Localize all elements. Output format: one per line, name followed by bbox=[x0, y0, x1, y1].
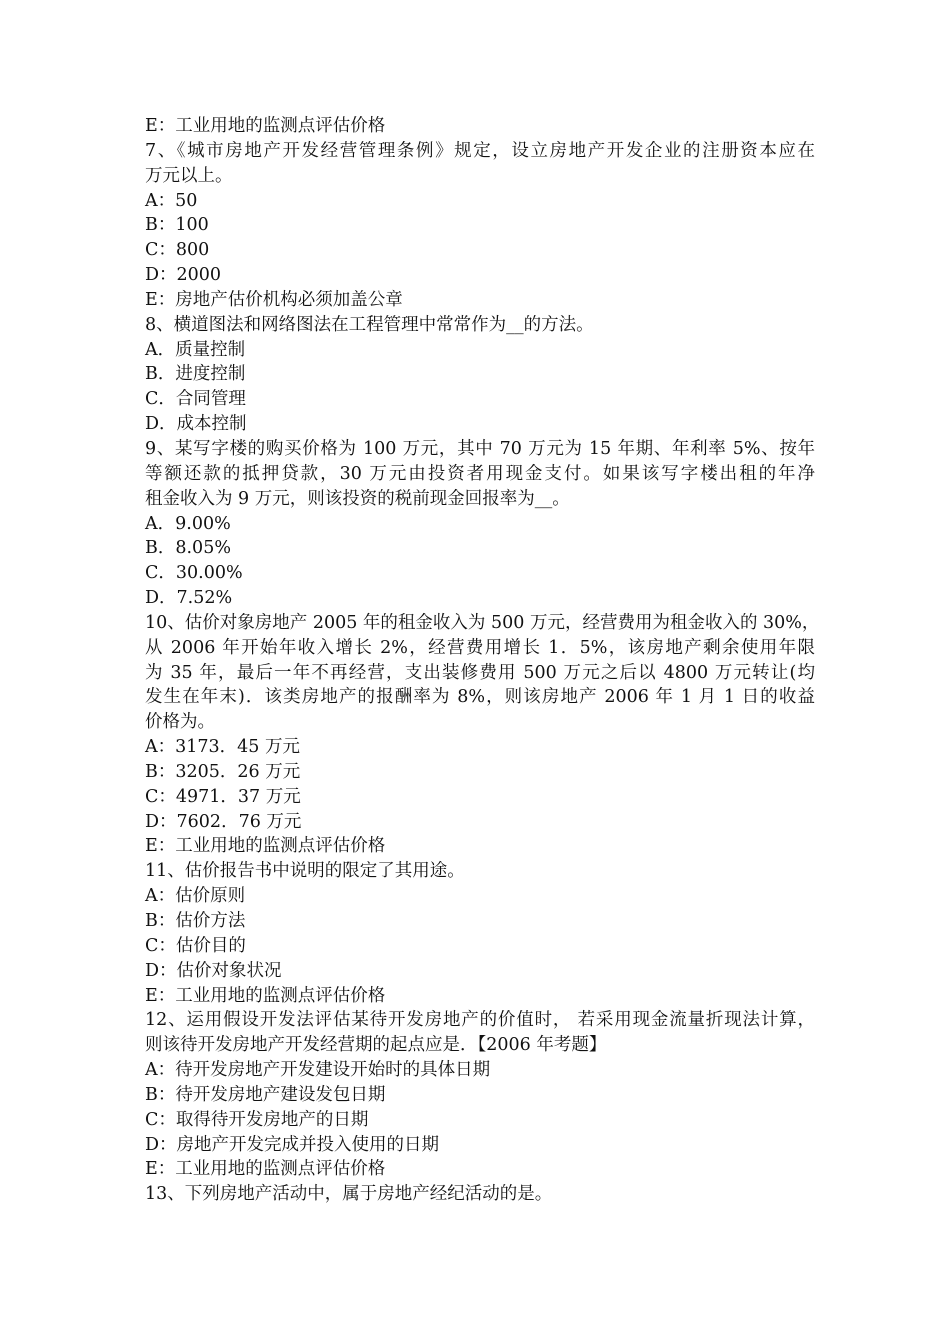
text-line: 等额还款的抵押贷款，30 万元由投资者用现金支付。如果该写字楼出租的年净 bbox=[145, 463, 815, 484]
text-line: D：房地产开发完成并投入使用的日期 bbox=[145, 1134, 440, 1155]
text-line: A：3173．45 万元 bbox=[145, 737, 301, 758]
text-line: D：7602．76 万元 bbox=[145, 811, 302, 832]
text-line: B．进度控制 bbox=[145, 364, 246, 385]
text-line: 发生在年末)．该类房地产的报酬率为 8%，则该房地产 2006 年 1 月 1 日的收益 bbox=[145, 687, 815, 708]
text-line: E：工业用地的监测点评估价格 bbox=[145, 836, 386, 857]
text-line: C：取得待开发房地产的日期 bbox=[145, 1109, 369, 1130]
text-line: A：待开发房地产开发建设开始时的具体日期 bbox=[145, 1060, 491, 1081]
text-line: C：800 bbox=[145, 240, 210, 261]
text-line: A．9.00% bbox=[145, 513, 231, 534]
text-line: 12、运用假设开发法评估某待开发房地产的价值时， 若采用现金流量折现法计算， bbox=[145, 1010, 815, 1031]
text-line: 从 2006 年开始年收入增长 2%，经营费用增长 1．5%，该房地产剩余使用年限 bbox=[145, 637, 815, 658]
text-line: 为 35 年，最后一年不再经营，支出装修费用 500 万元之后以 4800 万元转让(均 bbox=[145, 662, 815, 683]
text-line: B：100 bbox=[145, 215, 209, 236]
text-line: B：3205．26 万元 bbox=[145, 761, 301, 782]
text-line: B：待开发房地产建设发包日期 bbox=[145, 1084, 386, 1105]
text-line: 9、某写字楼的购买价格为 100 万元，其中 70 万元为 15 年期、年利率 5%、按年 bbox=[145, 438, 815, 459]
text-line: D：2000 bbox=[145, 265, 222, 286]
text-line: A．质量控制 bbox=[145, 339, 246, 360]
text-line: E：工业用地的监测点评估价格 bbox=[145, 1159, 386, 1180]
text-line: C．30.00% bbox=[145, 563, 243, 584]
text-line: C：4971．37 万元 bbox=[145, 786, 301, 807]
text-line: C：估价目的 bbox=[145, 935, 246, 956]
text-line: E：工业用地的监测点评估价格 bbox=[145, 985, 386, 1006]
text-line: 10、估价对象房地产 2005 年的租金收入为 500 万元，经营费用为租金收入的 30%， bbox=[145, 612, 820, 633]
text-line: 8、横道图法和网络图法在工程管理中常常作为__的方法。 bbox=[145, 314, 594, 335]
text-line: 13、下列房地产活动中，属于房地产经纪活动的是。 bbox=[145, 1184, 553, 1205]
text-line: B．8.05% bbox=[145, 538, 231, 559]
document-page bbox=[145, 114, 820, 1207]
text-line: D．成本控制 bbox=[145, 414, 247, 435]
text-line: 11、估价报告书中说明的限定了其用途。 bbox=[145, 861, 465, 882]
text-line: 万元以上。 bbox=[145, 165, 233, 186]
text-line: D：估价对象状况 bbox=[145, 960, 282, 981]
text-line: 7、《城市房地产开发经营管理条例》规定，设立房地产开发企业的注册资本应在 bbox=[145, 140, 815, 161]
text-line: E：工业用地的监测点评估价格 bbox=[145, 116, 386, 136]
text-line: D．7.52% bbox=[145, 588, 233, 609]
text-line: C．合同管理 bbox=[145, 389, 246, 410]
text-line: 则该待开发房地产开发经营期的起点应是．【2006 年考题】 bbox=[145, 1035, 607, 1056]
text-line: 价格为。 bbox=[145, 712, 215, 733]
text-line: A：50 bbox=[145, 190, 198, 211]
text-line: E：房地产估价机构必须加盖公章 bbox=[145, 289, 403, 310]
text-line: B：估价方法 bbox=[145, 911, 246, 931]
text-line: 租金收入为 9 万元，则该投资的税前现金回报率为__。 bbox=[145, 488, 570, 509]
text-line: A：估价原则 bbox=[145, 886, 246, 907]
